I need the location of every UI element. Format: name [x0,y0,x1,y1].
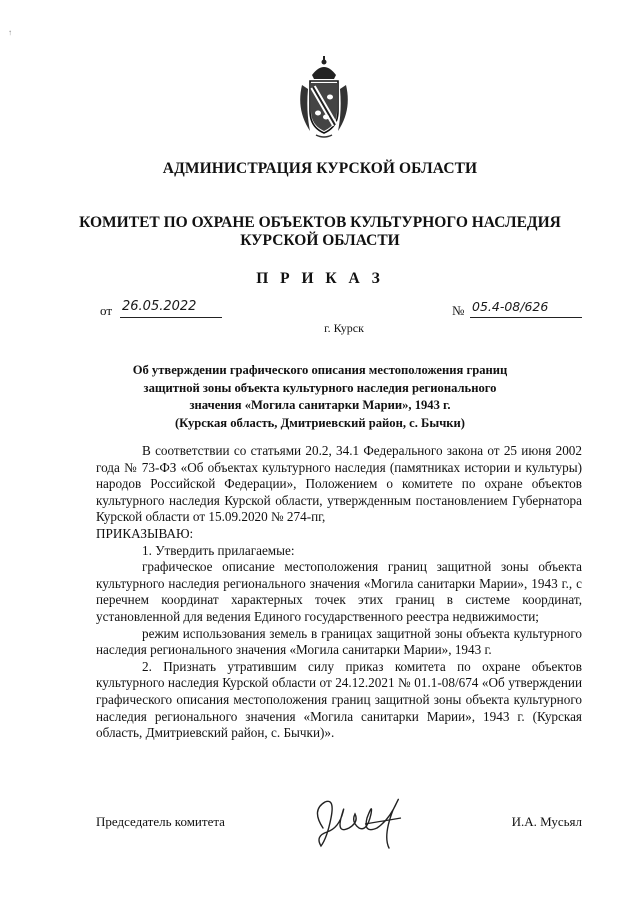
handwritten-signature [305,788,415,853]
signatory-position: Председатель комитета [96,814,225,829]
coat-of-arms-emblem [294,55,354,139]
signatory-name: И.А. Мусьял [511,814,582,829]
date-label: от [100,303,113,318]
subject-line: (Курская область, Дмитриевский район, с. Бычки) [174,415,465,430]
number-field [452,301,582,321]
committee-title-line1: КОМИТЕТ ПО ОХРАНЕ ОБЪЕКТОВ КУЛЬТУРНОГО НАСЛЕДИЯ [79,214,561,231]
committee-title-line2: КУРСКОЙ ОБЛАСТИ [240,232,400,249]
item-2: 2. Признать утратившим силу приказ комитета по охране объектов культурного наследия Курской области от 24.12.2021 № 01.1-08/674 «Об утверждении графического описания местоположения границ защитной зоны объекта культурного наследия регионального значения «Могила санитарки Марии», 1943 г. (Курская область, Дмитриевский район, с. Бычки)». [96,658,582,741]
item-1a: графическое описание местоположения границ защитной зоны объекта культурного наследия регионального значения «Могила санитарки Марии», 1943 г., с перечнем координат характерных точек этих границ в системе координат, установленной для ведения Единого государственного реестра недвижимости; [96,559,582,624]
preamble-paragraph: В соответствии со статьями 20.2, 34.1 Федерального закона от 25 июня 2002 года № 73-ФЗ «Об объектах культурного наследия (памятниках истории и культуры) народов Российской Федерации», Положением о комитете по охране объектов культурного наследия Курской области, утвержденным постановлением Губернатора Курской области от 15.09.2020 № 274-пг, [96,443,582,525]
number-value: 05.4-08/626 [470,299,582,318]
date-value: 26.05.2022 [120,299,222,318]
subject-line: Об утверждении графического описания местоположения границ [132,363,508,377]
subject-line: значения «Могила санитарки Марии», 1943 г. [189,398,451,412]
item-1b: режим использования земель в границах защитной зоны объекта культурного наследия регионального значения «Могила санитарки Марии», 1943 г. [96,625,582,658]
document-type: П Р И К А З [256,270,384,287]
order-word: ПРИКАЗЫВАЮ: [96,525,194,541]
subject-heading [0,362,640,432]
item-1: 1. Утвердить прилагаемые: [142,542,295,558]
document-body [96,443,582,742]
subject-line: защитной зоны объекта культурного наследия регионального [143,380,497,395]
organization-title: АДМИНИСТРАЦИЯ КУРСКОЙ ОБЛАСТИ [162,160,478,177]
scan-mark: ↑ [8,28,12,37]
city-label: г. Курск [324,321,364,335]
committee-title [0,214,640,250]
number-label: № [452,303,465,318]
